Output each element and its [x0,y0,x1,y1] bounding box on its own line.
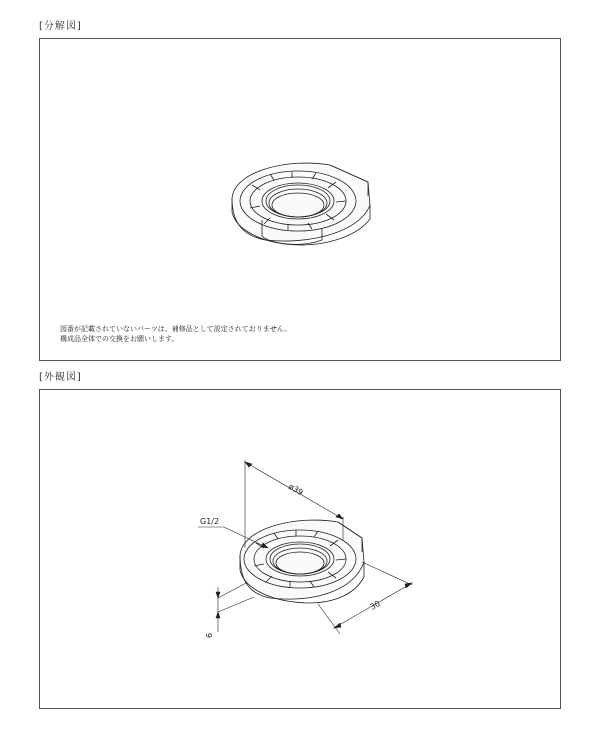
width-label: 30 [368,598,382,612]
exploded-view-label: [分解図] [39,21,82,32]
external-view-label: [外観図] [39,372,82,383]
height-label: 6 [205,632,214,638]
note-line-2: 構成品全体での交換をお願いします。 [60,335,179,343]
diameter-label: ø39 [287,481,305,498]
thread-label: G1/2 [200,517,220,526]
note-line-1: 図番が記載されていないパーツは、補修品として設定されておりません。 [60,325,292,333]
